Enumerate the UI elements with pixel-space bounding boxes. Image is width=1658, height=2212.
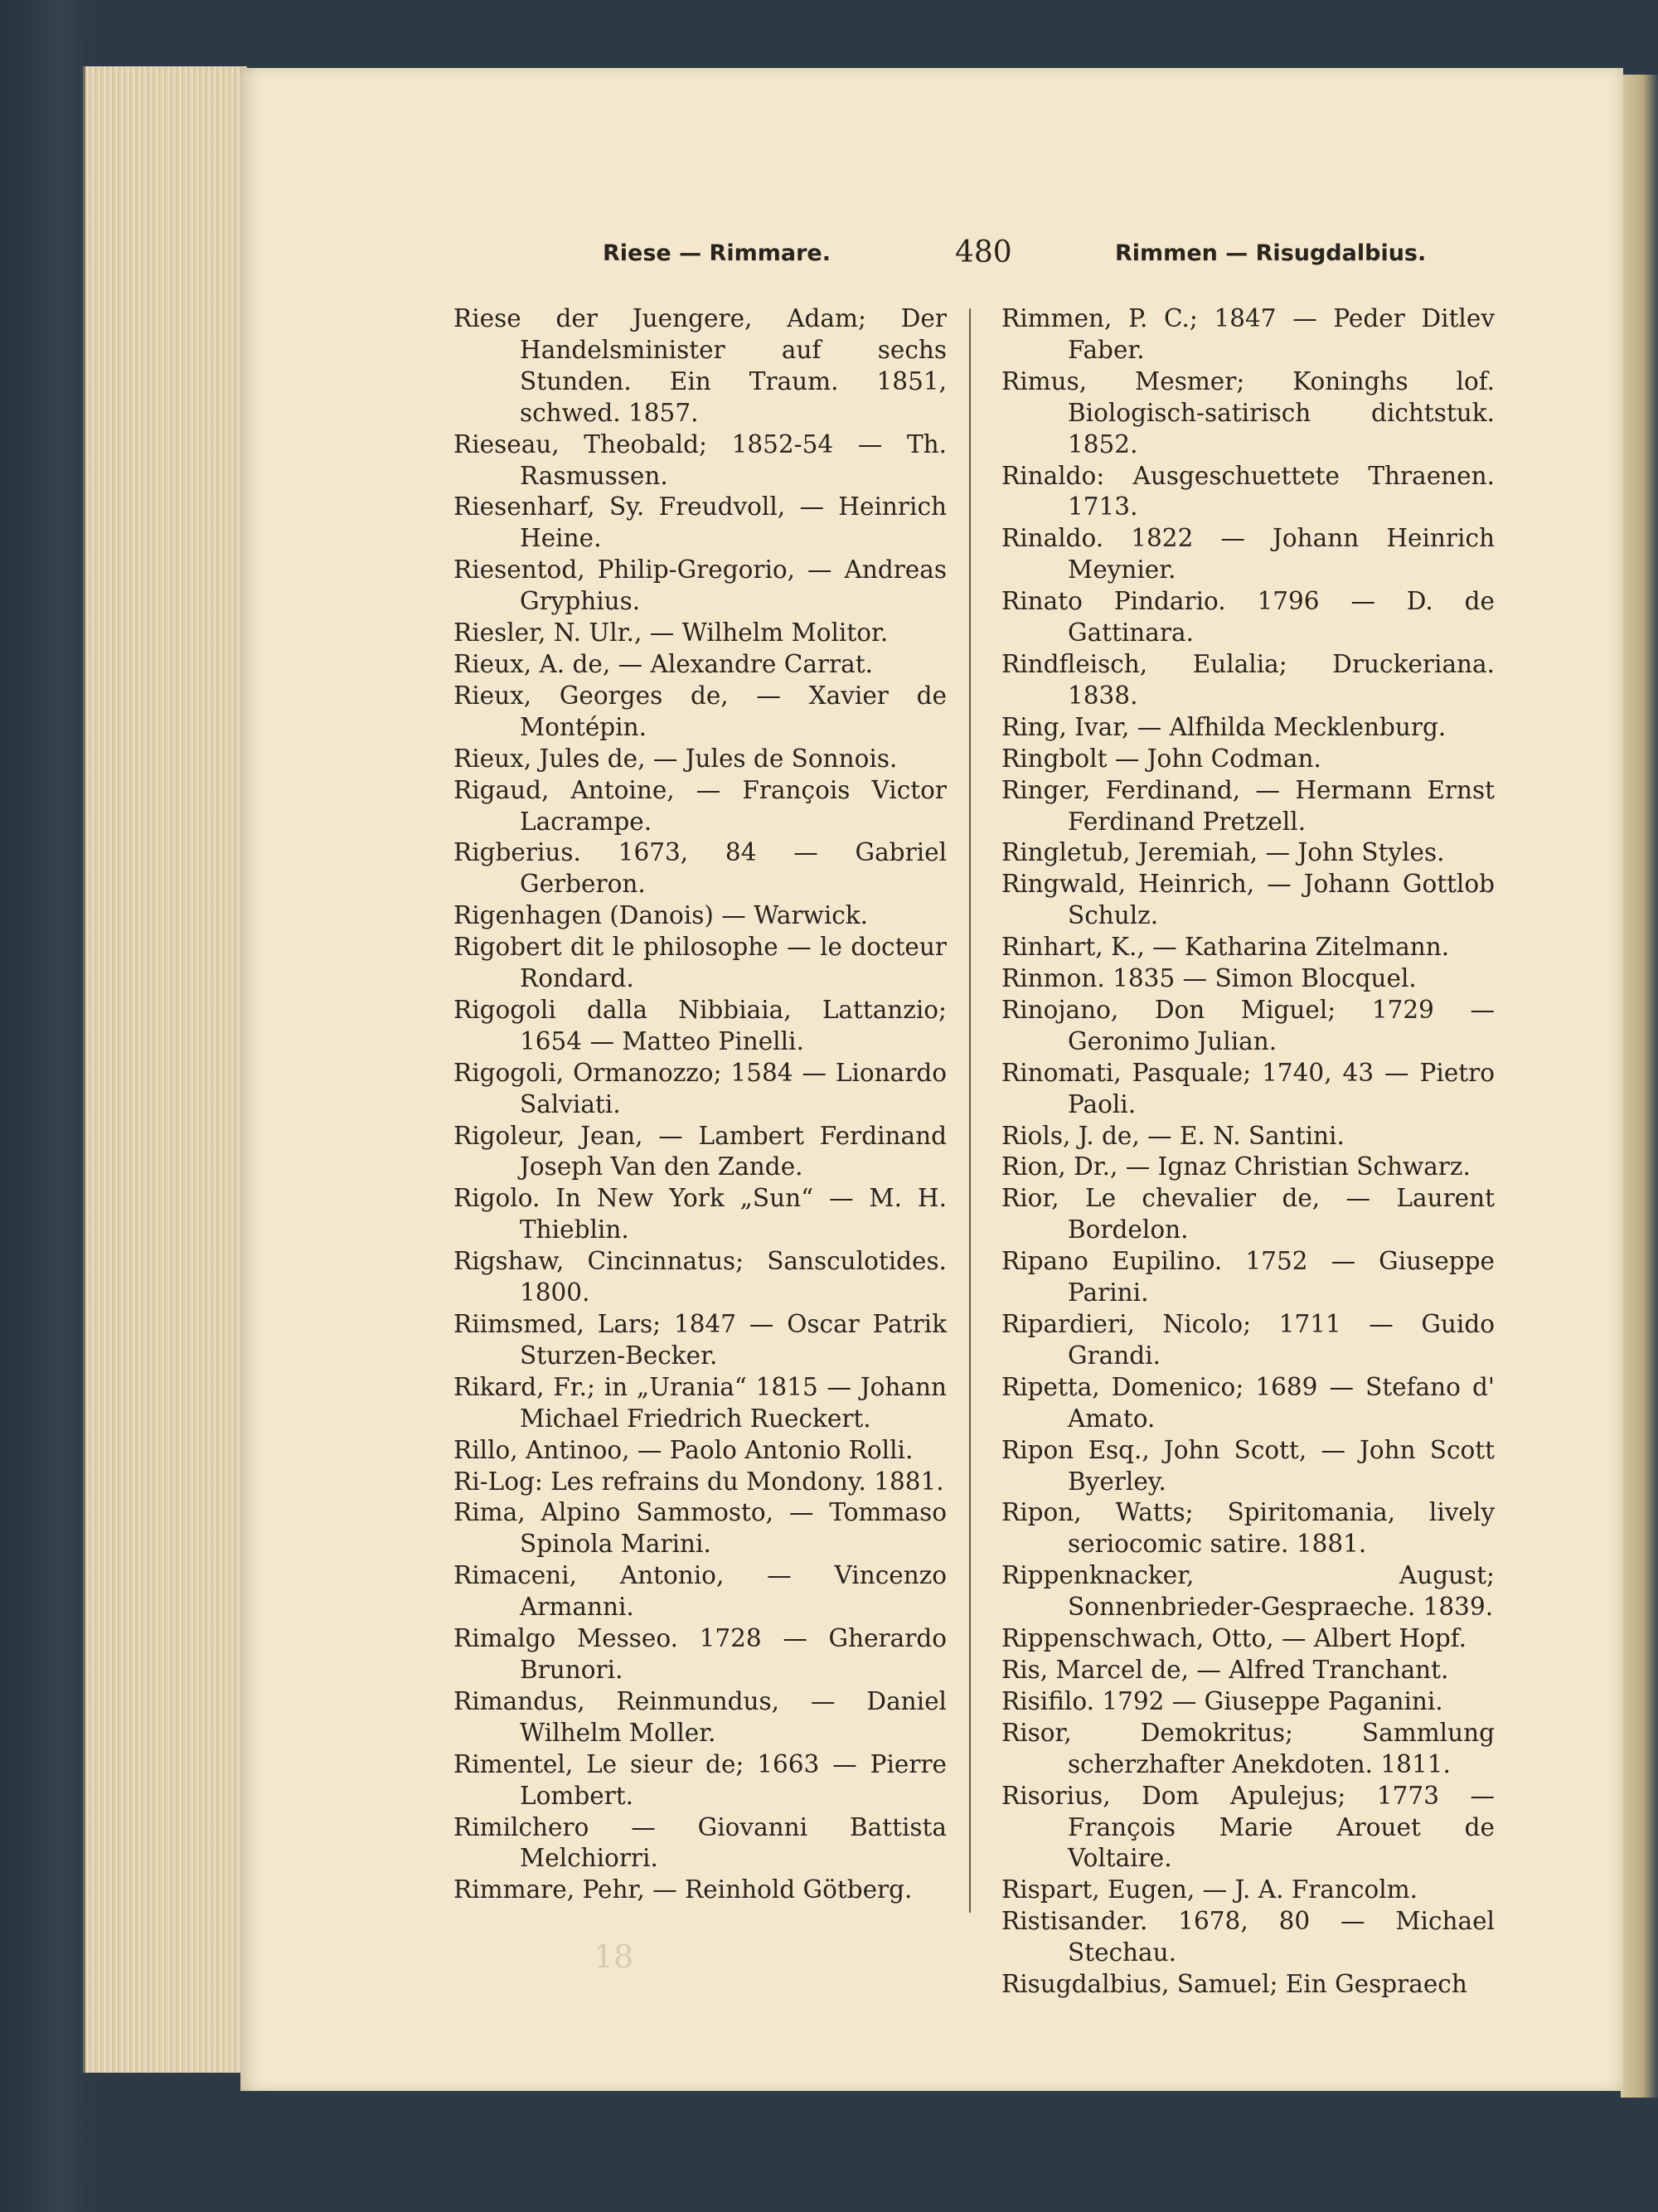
index-entry: Rippenknacker, August; Sonnenbrieder-Gespraeche. 1839. xyxy=(1001,1561,1495,1622)
index-entry: Rieux, A. de, — Alexandre Carrat. xyxy=(453,649,873,678)
index-entry: Riesentod, Philip-Gregorio, — Andreas Gryphius. xyxy=(453,555,947,616)
index-entry: Ringbolt — John Codman. xyxy=(1001,744,1321,773)
index-entry: Rikard, Fr.; in „Urania“ 1815 — Johann Michael Friedrich Rueckert. xyxy=(453,1372,947,1433)
index-entry: Rinhart, K., — Katharina Zitelmann. xyxy=(1001,933,1450,962)
index-entry: Ringletub, Jeremiah, — John Styles. xyxy=(1001,838,1445,867)
index-entry: Ris, Marcel de, — Alfred Tranchant. xyxy=(1001,1655,1449,1684)
index-entry: Rigberius. 1673, 84 — Gabriel Gerberon. xyxy=(453,838,947,899)
index-entry: Ringwald, Heinrich, — Johann Gottlob Schulz. xyxy=(1001,870,1495,930)
index-entry: Rieux, Georges de, — Xavier de Montépin. xyxy=(453,681,947,741)
page-number: 480 xyxy=(955,235,1012,269)
index-entry: Rimmen, P. C.; 1847 — Peder Ditlev Faber. xyxy=(1001,304,1495,364)
index-entry: Rinaldo. 1822 — Johann Heinrich Meynier. xyxy=(1001,524,1495,585)
page-right-edge xyxy=(1621,75,1658,2098)
bleed-through-mark: 18 xyxy=(594,1938,634,1975)
index-entry: Rigshaw, Cincinnatus; Sansculotides. 1800. xyxy=(453,1247,947,1307)
running-header-right: Rimmen — Risugdalbius. xyxy=(1115,240,1427,266)
running-header-left: Riese — Rimmare. xyxy=(603,240,831,266)
index-entry: Rinmon. 1835 — Simon Blocquel. xyxy=(1001,964,1417,993)
index-entry: Risor, Demokritus; Sammlung scherzhafter Anekdoten. 1811. xyxy=(1001,1718,1495,1778)
index-entry: Rimentel, Le sieur de; 1663 — Pierre Lombert. xyxy=(453,1749,947,1810)
index-entry: Ristisander. 1678, 80 — Michael Stechau. xyxy=(1001,1907,1495,1967)
index-entry: Rillo, Antinoo, — Paolo Antonio Rolli. xyxy=(453,1435,914,1464)
index-entry: Rinaldo: Ausgeschuettete Thraenen. 1713. xyxy=(1001,461,1495,521)
index-entry: Rigaud, Antoine, — François Victor Lacrampe. xyxy=(453,775,947,836)
index-entry: Ringer, Ferdinand, — Hermann Ernst Ferdinand Pretzell. xyxy=(1001,775,1495,836)
index-entry: Rigenhagen (Danois) — Warwick. xyxy=(453,901,869,930)
index-entry: Rigogoli, Ormanozzo; 1584 — Lionardo Salviati. xyxy=(453,1058,947,1118)
index-entry: Rigogoli dalla Nibbiaia, Lattanzio; 1654 — Matteo Pinelli. xyxy=(453,995,947,1055)
index-entry: Rimandus, Reinmundus, — Daniel Wilhelm Moller. xyxy=(453,1686,947,1747)
index-entry: Rimalgo Messeo. 1728 — Gherardo Brunori. xyxy=(453,1624,947,1684)
index-entry: Rippenschwach, Otto, — Albert Hopf. xyxy=(1001,1624,1467,1653)
index-entry: Rinato Pindario. 1796 — D. de Gattinara. xyxy=(1001,587,1495,648)
index-entry: Rinomati, Pasquale; 1740, 43 — Pietro Paoli. xyxy=(1001,1058,1495,1118)
index-entry: Rimaceni, Antonio, — Vincenzo Armanni. xyxy=(453,1561,947,1622)
index-entry: Rima, Alpino Sammosto, — Tommaso Spinola Marini. xyxy=(453,1498,947,1559)
right-column xyxy=(1001,303,1495,2001)
index-entry: Rimmare, Pehr, — Reinhold Götberg. xyxy=(453,1875,913,1904)
index-entry: Rimus, Mesmer; Koninghs lof. Biologisch-satirisch dichtstuk. 1852. xyxy=(1001,366,1495,458)
index-entry: Riesler, N. Ulr., — Wilhelm Molitor. xyxy=(453,618,889,648)
index-entry: Rindfleisch, Eulalia; Druckeriana. 1838. xyxy=(1001,649,1495,710)
index-entry: Rispart, Eugen, — J. A. Francolm. xyxy=(1001,1875,1418,1904)
index-entry: Ripano Eupilino. 1752 — Giuseppe Parini. xyxy=(1001,1247,1495,1307)
index-entry: Riese der Juengere, Adam; Der Handelsminister auf sechs Stunden. Ein Traum. 1851, schwed. 1857. xyxy=(453,304,947,427)
index-entry: Ripon, Watts; Spiritomania, lively seriocomic satire. 1881. xyxy=(1001,1498,1495,1559)
index-entry: Ripon Esq., John Scott, — John Scott Byerley. xyxy=(1001,1435,1495,1496)
index-entry: Ring, Ivar, — Alfhilda Mecklenburg. xyxy=(1001,712,1447,741)
index-entry: Rinojano, Don Miguel; 1729 — Geronimo Julian. xyxy=(1001,995,1495,1055)
index-entry: Risugdalbius, Samuel; Ein Gespraech xyxy=(1001,1970,1467,1999)
index-entry: Riesenharf, Sy. Freudvoll, — Heinrich Heine. xyxy=(453,492,947,553)
index-entry: Ripardieri, Nicolo; 1711 — Guido Grandi. xyxy=(1001,1310,1495,1370)
index-entry: Ripetta, Domenico; 1689 — Stefano d' Amato. xyxy=(1001,1372,1495,1433)
index-entry: Rigoleur, Jean, — Lambert Ferdinand Joseph Van den Zande. xyxy=(453,1121,947,1181)
left-column xyxy=(453,303,947,1906)
index-entry: Rieseau, Theobald; 1852-54 — Th. Rasmussen. xyxy=(453,429,947,490)
index-entry: Risifilo. 1792 — Giuseppe Paganini. xyxy=(1001,1686,1443,1715)
index-entry: Risorius, Dom Apulejus; 1773 — François Marie Arouet de Voltaire. xyxy=(1001,1781,1495,1873)
index-entry: Rion, Dr., — Ignaz Christian Schwarz. xyxy=(1001,1152,1471,1181)
column-rule xyxy=(969,308,971,1913)
page-edges xyxy=(83,66,247,2073)
index-entry: Riimsmed, Lars; 1847 — Oscar Patrik Sturzen-Becker. xyxy=(453,1310,947,1370)
index-entry: Rimilchero — Giovanni Battista Melchiorri. xyxy=(453,1812,947,1873)
index-entry: Rigobert dit le philosophe — le docteur Rondard. xyxy=(453,933,947,993)
index-entry: Rior, Le chevalier de, — Laurent Bordelon. xyxy=(1001,1184,1495,1244)
index-entry: Ri-Log: Les refrains du Mondony. 1881. xyxy=(453,1467,944,1496)
index-entry: Riols, J. de, — E. N. Santini. xyxy=(1001,1121,1345,1150)
index-entry: Rieux, Jules de, — Jules de Sonnois. xyxy=(453,744,898,773)
index-entry: Rigolo. In New York „Sun“ — M. H. Thieblin. xyxy=(453,1184,947,1244)
